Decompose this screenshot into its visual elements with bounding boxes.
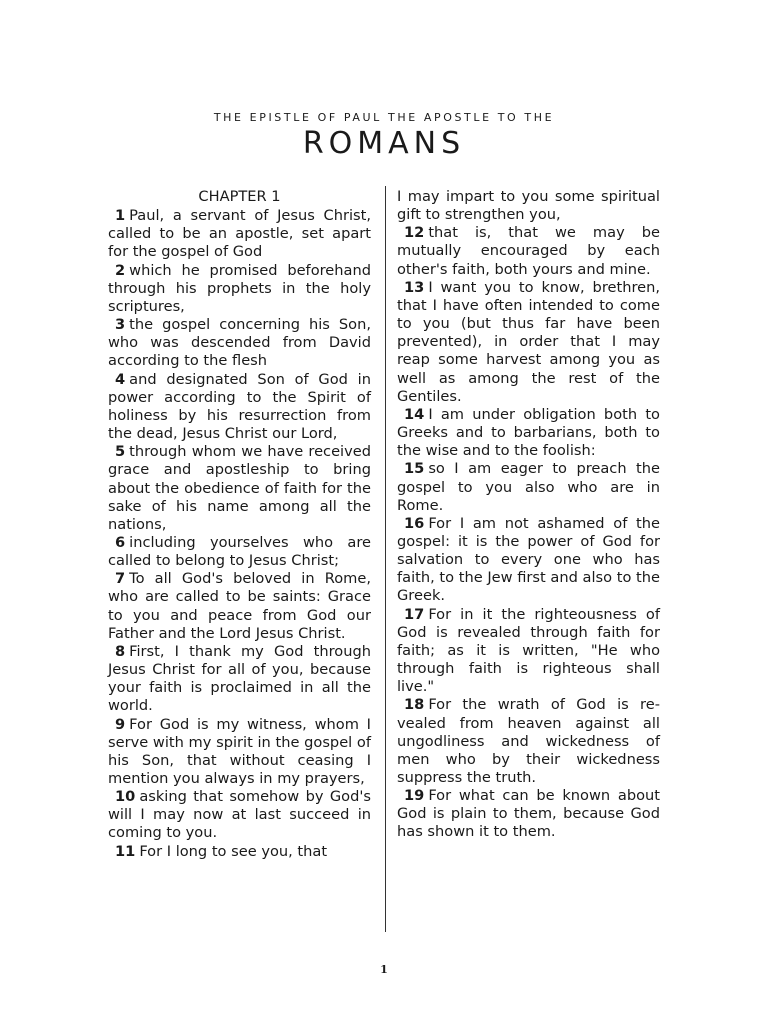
verse-text: To all God's beloved in Rome, who are called to be saints: Grace to you and peace from God our Father and the Lord Jesus Christ. [108,570,371,642]
verse [108,262,371,316]
verse [108,716,371,789]
verse [397,279,660,406]
verse [108,534,371,570]
verse-number: 1 [115,207,126,225]
column-rule [385,186,386,932]
verse-number: 6 [115,533,126,551]
page-number: 1 [380,963,388,976]
verse-number: 10 [115,788,136,806]
verse-number: 9 [115,715,126,733]
verse [108,207,371,261]
verse-text: I am under obligation both to Greeks and to barbarians, both to the wise and to the foolish: [397,405,660,460]
book-title: ROMANS [302,126,466,161]
verse [108,843,371,861]
verse [397,787,660,841]
verse-number: 11 [115,842,136,860]
verse-text: Paul, a servant of Jesus Christ, called to be an apostle, set apart for the gospel of God [108,207,371,261]
verse [397,606,660,697]
left-column [108,188,371,861]
verse-number: 18 [404,696,425,714]
verse [397,515,660,606]
verse [397,406,660,460]
verse-text: For what can be known about God is plain to them, because God has shown it to them. [397,787,660,841]
verse [108,316,371,370]
verse-text: through whom we have received grace and apostleship to bring about the obedience of faith for the sake of his name among all the nations, [108,443,371,533]
verse-number: 13 [404,278,425,296]
verse-number: 4 [115,370,126,388]
verse-text: and designated Son of God in power according to the Spirit of holiness by his resurrection from the dead, Jesus Christ our Lord, [108,370,371,443]
verse-text: For I long to see you, that [139,842,328,860]
verse-number: 8 [115,642,126,660]
right-column [397,188,660,842]
verse-number: 16 [404,514,425,532]
verse-text: For I am not ashamed of the gospel: it is the power of God for salvation to every one who has faith, to the Jew first and also to the Greek. [397,514,660,605]
verse-text: so I am eager to preach the gospel to you also who are in Rome. [397,460,660,514]
verse-text: For in it the righteousness of God is revealed through faith for faith; as it is written, "He who through faith is righteous shall live." [397,605,660,696]
verse-text: including yourselves who are called to belong to Jesus Christ; [108,533,371,570]
verse-continuation: I may impart to you some spiritual gift to strengthen you, [397,188,660,224]
verse-text: which he promised beforehand through his prophets in the holy scriptures, [108,261,371,315]
verse-text: asking that somehow by God's will I may now at last succeed in coming to you. [108,788,371,842]
chapter-heading: CHAPTER 1 [198,188,281,205]
verse [108,643,371,716]
verse-text: For the wrath of God is revealed from heaven against all ungodliness and wickedness of men who by their wickedness suppress the truth. [397,696,660,786]
verse-number: 15 [404,460,425,478]
verse [397,224,660,278]
verse [108,443,371,534]
verse-number: 3 [115,316,126,334]
verse-number: 17 [404,605,425,623]
verse-text: For God is my witness, whom I serve with my spirit in the gospel of his Son, that without ceasing I mention you always in my prayers, [108,715,371,787]
verse [397,460,660,514]
verse-text: that is, that we may be mutually encouraged by each other's faith, both yours and mine. [397,224,660,278]
verse-number: 2 [115,261,126,279]
verse-number: 12 [404,224,425,242]
verse [108,788,371,842]
pre-title: THE EPISTLE OF PAUL THE APOSTLE TO THE [213,111,555,124]
verse-text: I want you to know, brethren, that I have often intended to come to you (but thus far have been prevented), in order that I may reap some harvest among you as well as among the rest of the Gentiles. [397,278,660,405]
verse-number: 7 [115,570,126,588]
verse [108,570,371,643]
verse-text: First, I thank my God through Jesus Christ for all of you, because your faith is proclaimed in all the world. [108,642,371,715]
verse [397,696,660,787]
verse-text: the gospel concerning his Son, who was descended from David according to the flesh [108,316,371,370]
verse-number: 5 [115,443,126,461]
verse-number: 14 [404,405,425,423]
verse [108,371,371,444]
verse-number: 19 [404,787,425,805]
